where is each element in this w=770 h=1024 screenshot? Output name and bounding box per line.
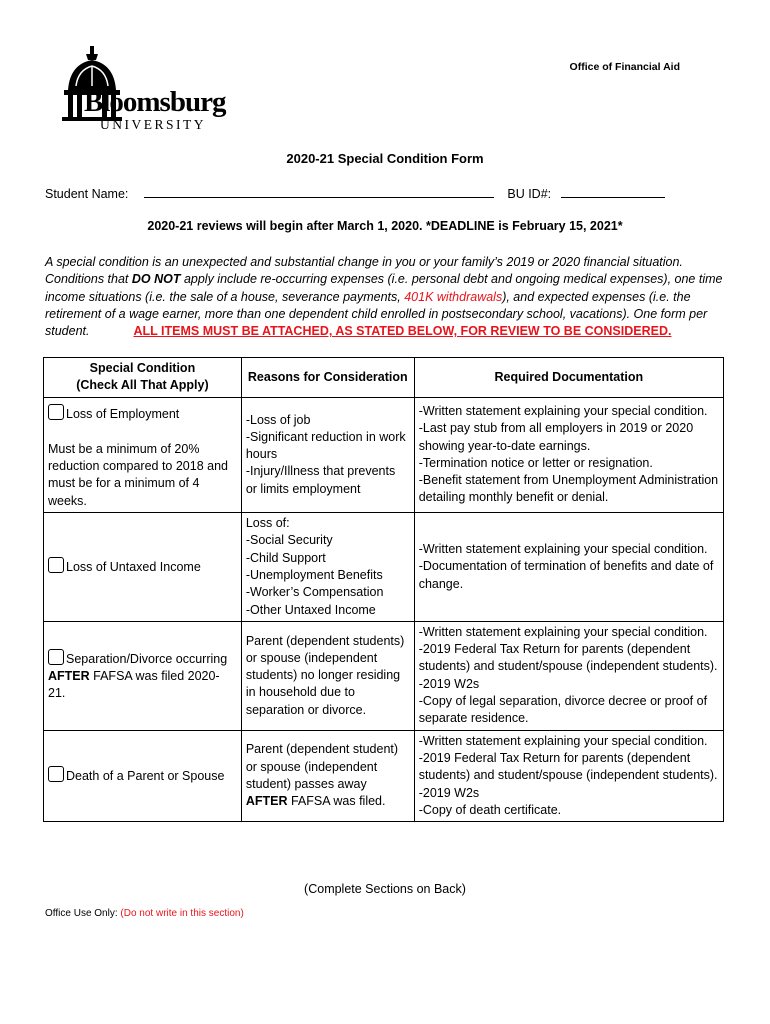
- docs-cell: [414, 621, 723, 730]
- doc-item: -2019 W2s: [418, 676, 480, 691]
- office-use-section: [45, 908, 244, 919]
- condition-cell: [44, 397, 242, 512]
- reasons-cell: [241, 513, 414, 622]
- intro-part1: A special condition is an unexpected and substantial change in you or your family’s 2019 or 2020 financial situation. Conditions that: [45, 255, 683, 287]
- condition-cell: [44, 621, 242, 730]
- header-col1-line1: Special Condition: [89, 361, 196, 375]
- condition-label: Loss of Employment: [66, 406, 180, 421]
- separation-divorce-checkbox[interactable]: [48, 649, 64, 665]
- header-special-condition: [44, 358, 242, 398]
- table-row: [44, 397, 724, 512]
- reason-item: -Loss of job: [245, 412, 311, 427]
- reason-item: Parent (dependent students) or spouse (independent students) no longer residing in household due to separation or divorce.: [245, 633, 405, 717]
- university-logo: [62, 46, 226, 134]
- docs-cell: [414, 513, 723, 622]
- reason-item: -Injury/Illness that prevents or limits employment: [245, 464, 396, 496]
- reason-item: -Social Security: [245, 533, 333, 548]
- reason-item: Parent (dependent student) or spouse (independent student) passes away: [245, 742, 399, 791]
- reason-emphasis: AFTER: [245, 794, 288, 809]
- reason-item-end: FAFSA was filed.: [287, 794, 386, 809]
- doc-item: -2019 W2s: [418, 785, 480, 800]
- table-row: [44, 730, 724, 821]
- student-name-label: Student Name:: [45, 187, 129, 201]
- logo-wordmark: Bloomsburg: [84, 86, 226, 118]
- intro-part3: ), and expected expenses (i.e. the retirement of a wage earner, more than one dependent child enrolled in postsecondary school, vacations). One form per student.: [45, 289, 708, 339]
- condition-cell: [44, 513, 242, 622]
- loss-of-untaxed-income-checkbox[interactable]: [48, 557, 64, 573]
- bu-id-field[interactable]: [561, 185, 665, 198]
- student-name-field[interactable]: [144, 185, 494, 198]
- table-header-row: [44, 358, 724, 398]
- office-label: Office of Financial Aid: [569, 61, 680, 73]
- reason-item: -Other Untaxed Income: [245, 602, 376, 617]
- condition-emphasis: AFTER: [48, 669, 90, 684]
- reason-item: -Child Support: [245, 550, 326, 565]
- doc-item: -Written statement explaining your special condition.: [418, 542, 708, 557]
- reason-item: Loss of:: [245, 516, 290, 531]
- bu-id-label: BU ID#:: [507, 187, 552, 201]
- loss-of-employment-checkbox[interactable]: [48, 404, 64, 420]
- header-reasons: Reasons for Consideration: [241, 358, 414, 398]
- table-row: [44, 513, 724, 622]
- docs-cell: [414, 730, 723, 821]
- death-of-parent-checkbox[interactable]: [48, 766, 64, 782]
- doc-item: -Last pay stub from all employers in 2019 or 2020 showing year-to-date earnings.: [418, 421, 694, 453]
- docs-cell: [414, 397, 723, 512]
- reasons-cell: [241, 621, 414, 730]
- intro-do-not: DO NOT: [131, 272, 181, 287]
- condition-note: Must be a minimum of 20% reduction compared to 2018 and must be for a minimum of 4 weeks.: [48, 441, 228, 508]
- condition-label: Separation/Divorce occurring: [66, 651, 228, 666]
- reason-item: -Significant reduction in work hours: [245, 429, 406, 462]
- condition-label-end: FAFSA was filed 2020-21.: [48, 669, 220, 701]
- student-info-row: [45, 185, 665, 201]
- form-title: 2020-21 Special Condition Form: [286, 151, 484, 166]
- conditions-table: [43, 357, 724, 822]
- condition-cell: [44, 730, 242, 821]
- doc-item: -Copy of death certificate.: [418, 802, 562, 817]
- reasons-cell: [241, 730, 414, 821]
- condition-label: Death of a Parent or Spouse: [66, 769, 225, 784]
- office-use-note: (Do not write in this section): [120, 908, 244, 919]
- intro-part2: apply include re-occurring expenses (i.e. personal debt and ongoing medical expenses), one time income situations (i.e. the sale of a house, severance payments,: [45, 272, 723, 304]
- doc-item: -2019 Federal Tax Return for parents (dependent students) and student/spouse (independent students).: [418, 642, 718, 674]
- doc-item: -Termination notice or letter or resignation.: [418, 455, 653, 470]
- reason-item: -Worker’s Compensation: [245, 585, 384, 600]
- logo-subtitle: UNIVERSITY: [100, 117, 206, 132]
- reviews-notice: 2020-21 reviews will begin after March 1, 2020. *DEADLINE is February 15, 2021*: [147, 219, 623, 233]
- doc-item: -Written statement explaining your special condition.: [418, 624, 708, 639]
- header-documentation: Required Documentation: [414, 358, 723, 398]
- all-items-warning: ALL ITEMS MUST BE ATTACHED, AS STATED BELOW, FOR REVIEW TO BE CONSIDERED.: [133, 324, 672, 339]
- doc-item: -Benefit statement from Unemployment Administration detailing monthly benefit or denial.: [418, 473, 719, 505]
- intro-paragraph: [45, 254, 730, 340]
- doc-item: -Written statement explaining your special condition.: [418, 733, 708, 748]
- complete-back-note: (Complete Sections on Back): [304, 882, 466, 896]
- doc-item: -2019 Federal Tax Return for parents (dependent students) and student/spouse (independent students).: [418, 750, 718, 783]
- table-row: [44, 621, 724, 730]
- reasons-cell: [241, 397, 414, 512]
- doc-item: -Written statement explaining your special condition.: [418, 403, 708, 418]
- condition-label: Loss of Untaxed Income: [66, 560, 201, 575]
- reason-item: -Unemployment Benefits: [245, 567, 383, 582]
- doc-item: -Copy of legal separation, divorce decree or proof of separate residence.: [418, 694, 708, 726]
- office-use-label: Office Use Only:: [45, 908, 121, 919]
- doc-item: -Documentation of termination of benefits and date of change.: [418, 559, 714, 591]
- intro-401k: 401K withdrawals: [404, 289, 503, 304]
- header-col1-line2: (Check All That Apply): [76, 378, 209, 393]
